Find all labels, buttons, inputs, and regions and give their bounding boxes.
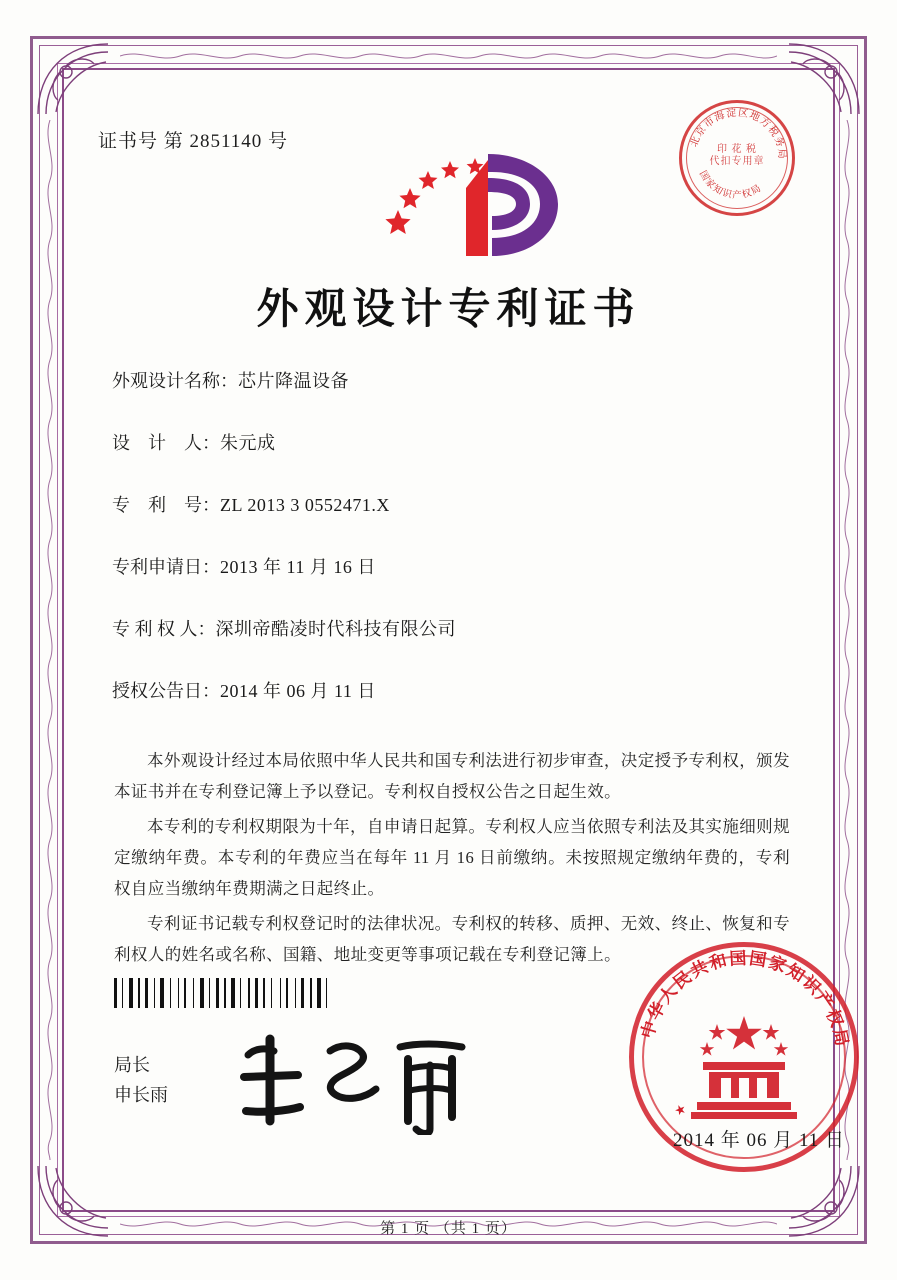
tax-stamp-inner-text: 印 花 税 代扣专用章 [709,144,765,167]
field-value: 深圳帝酷凌时代科技有限公司 [215,619,456,639]
director-block [114,1050,168,1110]
tax-stamp-bottom-text: 国家知识产权局 [696,168,764,202]
field-label: 专 利 权 人： [112,619,216,639]
tax-stamp-outer-text: 北京市海淀区地方税务局 [688,107,788,161]
field-value: 2013 年 11 月 16 日 [220,557,376,577]
field-label: 外观设计名称： [112,371,238,391]
page-footer: 第 1 页 （共 1 页） [380,1221,517,1237]
paragraph-2: 本专利的专利权期限为十年，自申请日起算。专利权人应当依照专利法及其实施细则规定缴纳年费。本专利的年费应当在每年 11 月 16 日前缴纳。未按照规定缴纳年费的，专利权自应当缴纳年费期满之日起终止。 [114,817,790,898]
field-label: 设 计 人： [112,433,220,453]
svg-text:★: ★ [671,1100,692,1121]
paragraph-1: 本外观设计经过本局依照中华人民共和国专利法进行初步审查，决定授予专利权，颁发本证书并在专利登记簿上予以登记。专利权自授权公告之日起生效。 [114,751,790,801]
director-name: 申长雨 [114,1085,168,1105]
certificate-number: 证书号 第 2851140 号 [98,131,289,152]
filigree-left [41,120,59,1160]
svg-text:国家知识产权局 [697,169,764,201]
field-value: 朱元成 [220,433,276,453]
paragraph-3: 专利证书记载专利权登记时的法律状况。专利权的转移、质押、无效、终止、恢复和专利权人的姓名或名称、国籍、地址变更等事项记载在专利登记簿上。 [114,914,790,964]
director-title: 局长 [114,1055,150,1075]
legal-paragraphs [114,745,790,974]
filigree-top [120,47,777,65]
field-value: 芯片降温设备 [238,371,349,391]
field-label: 授权公告日： [112,681,220,701]
seal-outer-text: 中华人民共和国国家知识产权局 [637,948,852,1050]
field-designer [112,432,802,454]
field-application-date [112,556,802,578]
field-label: 专利申请日： [112,557,220,577]
handwritten-signature [230,1025,490,1135]
field-value: 2014 年 06 月 11 日 [220,681,376,701]
tax-stamp [679,100,795,216]
barcode [114,978,352,1008]
page-title: 外观设计专利证书 [256,287,641,333]
field-label: 专 利 号： [112,495,220,515]
field-patent-number [112,494,802,516]
field-value: ZL 2013 3 0552471.X [220,495,390,515]
field-design-name [112,370,802,392]
field-grant-announcement-date [112,680,802,702]
certificate-fields [112,370,802,742]
seal-date: 2014 年 06 月 11 日 [672,1130,845,1151]
field-patentee [112,618,802,640]
sipo-logo [380,138,580,268]
